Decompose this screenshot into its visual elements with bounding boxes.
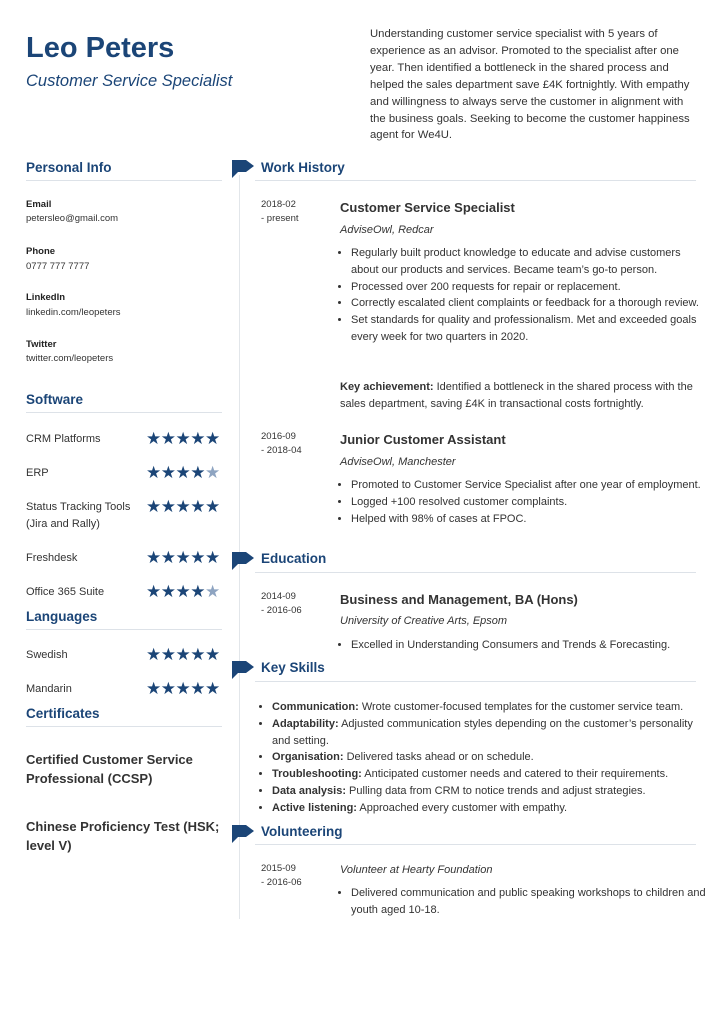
volunteering-heading: Volunteering [261, 824, 343, 839]
twitter-label: Twitter [26, 339, 57, 350]
star-rating [146, 430, 220, 447]
divider [26, 412, 222, 413]
software-name: Freshdesk [26, 552, 78, 564]
list-item [272, 783, 710, 800]
star-icon: ★ [146, 429, 161, 448]
email-value: petersleo@gmail.com [26, 213, 119, 224]
star-icon: ★ [205, 463, 220, 482]
star-icon: ★ [146, 497, 161, 516]
divider [26, 726, 222, 727]
star-icon: ★ [175, 645, 191, 664]
volunteering-dates [261, 862, 331, 890]
star-icon: ★ [160, 429, 176, 448]
job-title: Junior Customer Assistant [340, 432, 506, 447]
skill-text: Pulling data from CRM to notice trends and adjust strategies. [345, 784, 646, 797]
school-name: University of Creative Arts, Epsom [340, 615, 508, 627]
list-item [272, 749, 710, 766]
language-name: Mandarin [26, 683, 72, 695]
candidate-title: Customer Service Specialist [26, 72, 233, 90]
date-start: 2018-02 [261, 199, 296, 210]
divider [26, 180, 222, 181]
education-bullets [340, 637, 709, 654]
twitter-value: twitter.com/leopeters [26, 353, 114, 364]
star-rating [146, 498, 220, 515]
star-icon: ★ [160, 645, 176, 664]
star-icon: ★ [175, 497, 191, 516]
date-end: - 2018-04 [261, 445, 302, 456]
star-icon: ★ [146, 645, 161, 664]
job-title: Customer Service Specialist [340, 200, 515, 215]
list-item [272, 800, 710, 817]
email-label: Email [26, 199, 52, 210]
linkedin-label: LinkedIn [26, 292, 66, 303]
languages-heading: Languages [26, 609, 98, 624]
date-end: - present [261, 213, 299, 224]
list-item: • Correctly escalated client complaints or feedback for a thorough review. [351, 295, 709, 312]
star-rating [146, 583, 220, 600]
software-name: Office 365 Suite [26, 586, 105, 598]
star-rating [146, 464, 220, 481]
language-name: Swedish [26, 649, 68, 661]
personal-info-heading: Personal Info [26, 160, 112, 175]
star-icon: ★ [190, 679, 205, 698]
certificates-heading: Certificates [26, 706, 100, 721]
star-icon: ★ [175, 463, 191, 482]
flag-icon [232, 550, 254, 572]
achievement-label: Key achievement: [340, 381, 434, 393]
software-name: Status Tracking Tools (Jira and Rally) [26, 501, 131, 530]
star-icon: ★ [160, 582, 176, 601]
star-icon: ★ [190, 429, 205, 448]
star-rating [146, 646, 220, 663]
skill-text: Anticipated customer needs and catered to their requirements. [361, 768, 669, 781]
key-skills-list [261, 699, 710, 817]
phone-label: Phone [26, 246, 56, 257]
linkedin-value: linkedin.com/leopeters [26, 307, 121, 318]
job-bullets [340, 245, 709, 346]
star-icon: ★ [190, 645, 205, 664]
date-end: - 2016-06 [261, 605, 302, 616]
list-item: • Processed over 200 requests for repair or replacement. [351, 279, 709, 296]
work-history-heading: Work History [261, 160, 345, 175]
software-heading: Software [26, 392, 84, 407]
flag-icon [232, 823, 254, 845]
list-item: • Excelled in Understanding Consumers and Trends & Forecasting. [351, 637, 709, 654]
star-icon: ★ [205, 497, 220, 516]
star-icon: ★ [146, 582, 161, 601]
list-item: • Set standards for quality and professionalism. Met and exceeded goals every week for two quarters in 2020. [351, 312, 709, 346]
job-dates [261, 198, 331, 226]
divider [26, 629, 222, 630]
star-icon: ★ [175, 548, 191, 567]
volunteer-role: Volunteer at Hearty Foundation [340, 864, 493, 876]
job-company: AdviseOwl, Manchester [340, 456, 456, 468]
divider [255, 844, 696, 845]
skill-text: Wrote customer-focused templates for the customer service team. [358, 701, 684, 713]
certificate-item: Chinese Proficiency Test (HSK; level V) [26, 819, 220, 853]
star-icon: ★ [160, 463, 176, 482]
skill-label: Active listening: [272, 801, 357, 814]
divider [255, 180, 696, 181]
star-icon: ★ [146, 548, 161, 567]
star-icon: ★ [190, 548, 205, 567]
list-item [272, 716, 710, 750]
date-start: 2014-09 [261, 591, 296, 602]
star-icon: ★ [175, 429, 191, 448]
list-item [272, 766, 710, 783]
volunteering-bullets [340, 885, 709, 919]
star-icon: ★ [205, 582, 220, 601]
job-dates [261, 430, 331, 458]
skill-label: Adaptability: [272, 717, 339, 730]
star-icon: ★ [146, 463, 161, 482]
star-icon: ★ [190, 463, 205, 482]
star-icon: ★ [205, 548, 220, 567]
divider [255, 572, 696, 573]
job-company: AdviseOwl, Redcar [340, 224, 434, 236]
date-start: 2015-09 [261, 863, 296, 874]
star-icon: ★ [160, 497, 176, 516]
software-name: ERP [26, 467, 49, 479]
star-icon: ★ [160, 548, 176, 567]
profile-summary: Understanding customer service specialist with 5 years of experience as an advisor. Promoted to the specialist after one year. Then identified a bottleneck in the shared process and helped the sales department save £4K fortnightly. With empathy and willingness to always serve the customer in alignment with the business goals. Seeking to become the customer happiness agent for We4U. [370, 28, 690, 142]
flag-icon [232, 659, 254, 681]
date-start: 2016-09 [261, 431, 296, 442]
candidate-name: Leo Peters [26, 32, 175, 64]
skill-label: Troubleshooting: [272, 768, 362, 781]
skill-label: Data analysis: [272, 784, 346, 797]
star-icon: ★ [205, 429, 220, 448]
key-skills-heading: Key Skills [261, 660, 325, 675]
flag-icon [232, 158, 254, 180]
timeline-line [239, 175, 240, 919]
star-icon: ★ [175, 582, 191, 601]
education-dates [261, 590, 331, 618]
job-bullets [340, 477, 709, 527]
skill-text: Adjusted communication styles depending on the customer’s personality and setting. [272, 717, 693, 747]
list-item: • Logged +100 resolved customer complaints. [351, 494, 709, 511]
skill-text: Delivered tasks ahead or on schedule. [343, 751, 534, 764]
software-name: CRM Platforms [26, 433, 101, 445]
certificate-item: Certified Customer Service Professional (CCSP) [26, 752, 193, 786]
skill-label: Organisation: [272, 751, 344, 764]
achievement-text: Identified a bottleneck in the shared process with the sales department, saving £4K in transactional costs fortnightly. [340, 381, 693, 410]
star-icon: ★ [175, 679, 191, 698]
star-rating [146, 680, 220, 697]
star-icon: ★ [205, 679, 220, 698]
star-icon: ★ [146, 679, 161, 698]
phone-value: 0777 777 7777 [26, 261, 90, 272]
divider [255, 681, 696, 682]
degree-title: Business and Management, BA (Hons) [340, 592, 578, 607]
star-rating [146, 549, 220, 566]
education-heading: Education [261, 551, 327, 566]
star-icon: ★ [160, 679, 176, 698]
list-item [272, 699, 710, 716]
list-item: • Helped with 98% of cases at FPOC. [351, 511, 709, 528]
list-item: • Regularly built product knowledge to educate and advise customers about our products and services. Became team’s go-to person. [351, 245, 709, 279]
skill-text: Approached every customer with empathy. [356, 801, 568, 814]
star-icon: ★ [205, 645, 220, 664]
date-end: - 2016-06 [261, 877, 302, 888]
list-item: • Delivered communication and public speaking workshops to children and youth aged 10-18. [351, 885, 709, 919]
list-item: • Promoted to Customer Service Specialist after one year of employment. [351, 477, 709, 494]
key-achievement [340, 379, 698, 413]
skill-label: Communication: [272, 701, 359, 713]
star-icon: ★ [190, 497, 205, 516]
star-icon: ★ [190, 582, 205, 601]
